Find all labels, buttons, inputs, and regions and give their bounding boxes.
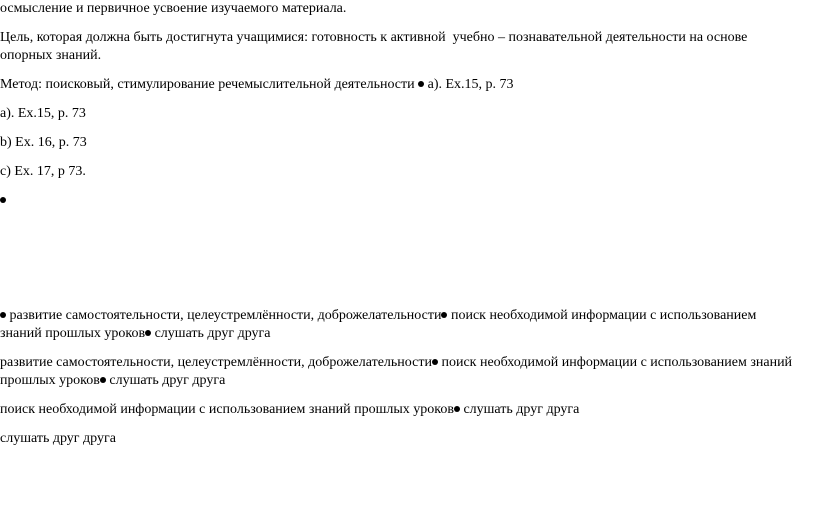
skills-3-text: слушать друг друга — [151, 326, 271, 341]
bullet-icon — [432, 359, 438, 365]
paragraph-exercise-b — [0, 134, 800, 152]
bullet-icon — [145, 330, 151, 336]
skills-2-2-text: поиск необходимой информации с использованием знаний прошлых уроков — [0, 355, 796, 388]
skills-2-1-text: развитие самостоятельности, целеустремлённости, доброжелательности — [0, 355, 432, 370]
bullet-icon — [454, 406, 460, 412]
skills-1-text: развитие самостоятельности, целеустремлённости, доброжелательности — [6, 308, 442, 323]
paragraph-bullet-only — [0, 192, 800, 210]
paragraph-goal — [0, 29, 800, 65]
paragraph-skills-4 — [0, 430, 800, 448]
bullet-icon — [0, 312, 6, 318]
exercise-c-text: c) Ex. 17, p 73. — [0, 164, 86, 179]
bullet-icon — [0, 197, 6, 203]
paragraph-skills-full — [0, 307, 800, 343]
paragraph-method — [0, 76, 800, 94]
skills-4-text: слушать друг друга — [0, 431, 116, 446]
exercise-a-text: a). Ex.15, p. 73 — [0, 106, 86, 121]
paragraph-1-text: осмысление и первичное усвоение изучаемого материала. — [0, 1, 347, 16]
exercise-b-text: b) Ex. 16, p. 73 — [0, 135, 87, 150]
paragraph-1 — [0, 0, 800, 18]
paragraph-skills-2 — [0, 354, 800, 390]
paragraph-goal-text: Цель, которая должна быть достигнута учащимися: готовность к активной учебно – познавательной деятельности на основе опорных знаний. — [0, 30, 751, 63]
bullet-icon — [418, 81, 424, 87]
skills-3-1-text: поиск необходимой информации с использованием знаний прошлых уроков — [0, 402, 454, 417]
skills-2-3-text: слушать друг друга — [105, 373, 226, 388]
bullet-icon — [100, 377, 106, 383]
paragraph-exercise-c — [0, 163, 800, 181]
skills-3-2-text: слушать друг друга — [459, 402, 580, 417]
paragraph-exercise-a — [0, 105, 800, 123]
method-text: Метод: поисковый, стимулирование речемыслительной деятельности — [0, 77, 419, 92]
paragraph-skills-3 — [0, 401, 800, 419]
skills-2-text: поиск необходимой информации с использованием знаний прошлых уроков — [0, 308, 760, 341]
method-exercise-text: a). Ex.15, p. 73 — [424, 77, 514, 92]
